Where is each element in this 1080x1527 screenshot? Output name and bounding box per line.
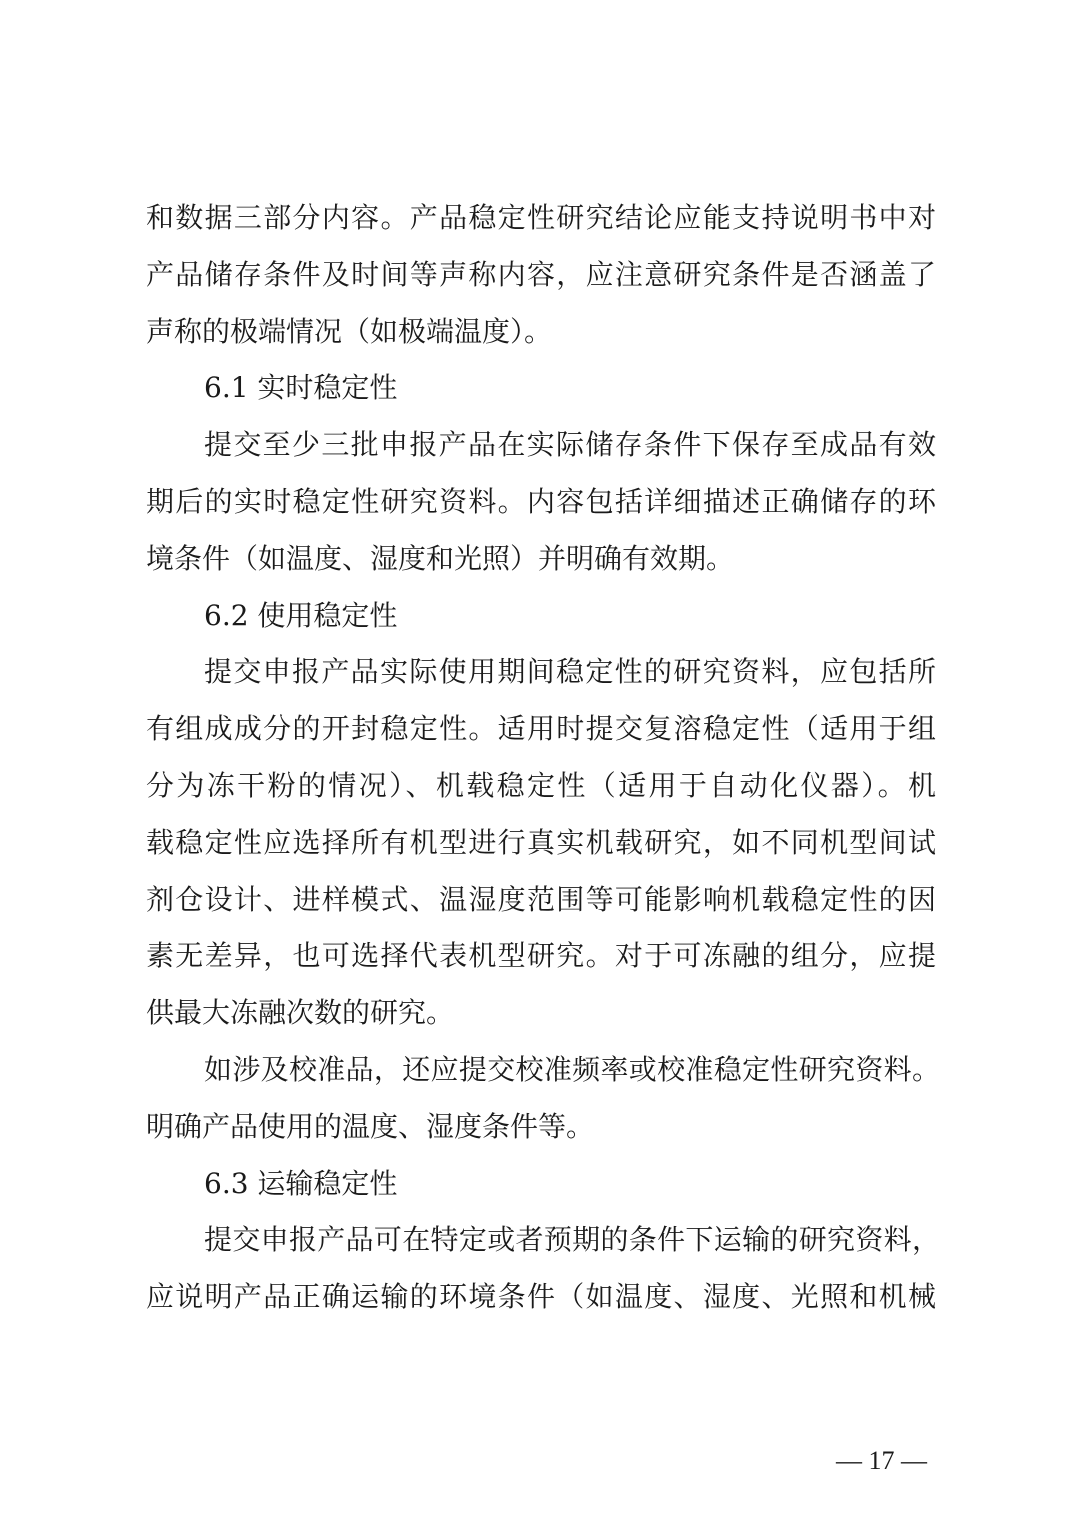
paragraph-line: 提交申报产品可在特定或者预期的条件下运输的研究资料， <box>204 1223 940 1257</box>
paragraph-line: 分为冻干粉的情况）、机载稳定性（适用于自动化仪器）。机 <box>146 768 936 802</box>
paragraph-line: 产品储存条件及时间等声称内容，应注意研究条件是否涵盖了 <box>146 257 936 291</box>
section-heading-6-3: 6.3 运输稳定性 <box>204 1166 398 1200</box>
paragraph-line: 有组成成分的开封稳定性。适用时提交复溶稳定性（适用于组 <box>146 712 936 746</box>
paragraph-line: 素无差异，也可选择代表机型研究。对于可冻融的组分，应提 <box>146 939 936 973</box>
paragraph-line: 提交至少三批申报产品在实际储存条件下保存至成品有效 <box>204 428 936 462</box>
paragraph-line: 明确产品使用的温度、湿度条件等。 <box>146 1109 595 1143</box>
section-heading-6-2: 6.2 使用稳定性 <box>204 598 398 632</box>
body-text <box>146 190 940 1326</box>
page-number: — 17 — <box>836 1446 927 1475</box>
paragraph-line: 声称的极端情况（如极端温度）。 <box>146 314 553 348</box>
paragraph-line: 剂仓设计、进样模式、温湿度范围等可能影响机载稳定性的因 <box>146 882 936 916</box>
paragraph-line: 供最大冻融次数的研究。 <box>146 996 455 1030</box>
paragraph-line: 和数据三部分内容。产品稳定性研究结论应能支持说明书中对 <box>146 201 936 234</box>
paragraph-line: 如涉及校准品，还应提交校准频率或校准稳定性研究资料。 <box>204 1052 940 1086</box>
paragraph-line: 境条件（如温度、湿度和光照）并明确有效期。 <box>146 541 735 575</box>
paragraph-line: 载稳定性应选择所有机型进行真实机载研究，如不同机型间试 <box>146 825 936 859</box>
paragraph-line: 期后的实时稳定性研究资料。内容包括详细描述正确储存的环 <box>146 484 936 518</box>
paragraph-line: 提交申报产品实际使用期间稳定性的研究资料，应包括所 <box>204 655 936 689</box>
paragraph-line: 应说明产品正确运输的环境条件（如温度、湿度、光照和机械 <box>146 1280 936 1314</box>
section-heading-6-1: 6.1 实时稳定性 <box>204 371 398 405</box>
